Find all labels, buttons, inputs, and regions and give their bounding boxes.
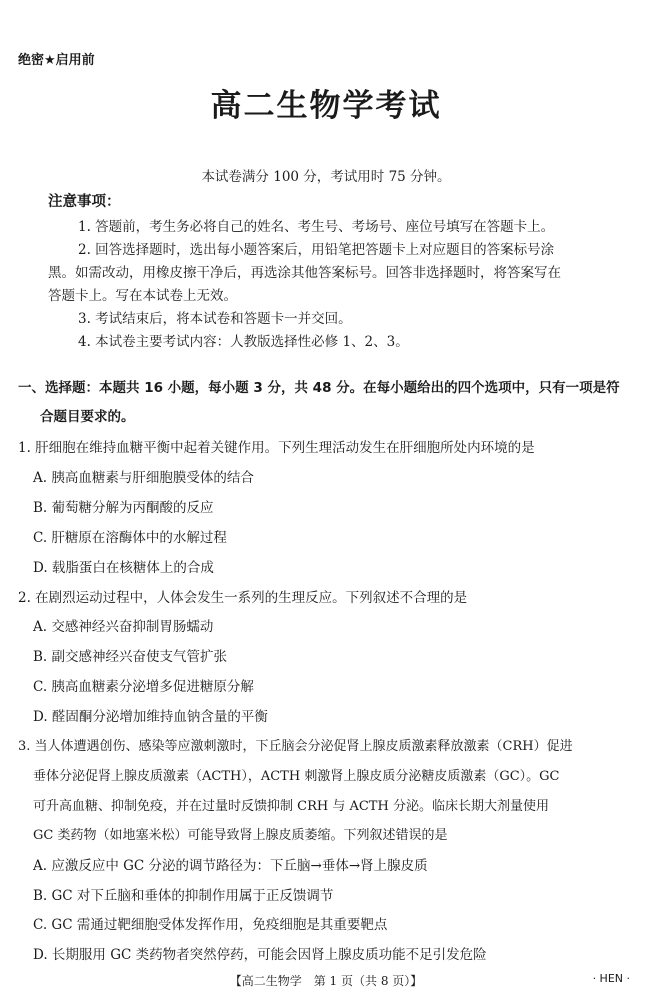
paper-code: · HEN · <box>592 972 630 985</box>
question-2-stem: 2. 在剧烈运动过程中，人体会发生一系列的生理反应。下列叙述不合理的是 <box>18 590 468 606</box>
question-3-stem-cont: GC 类药物（如地塞米松）可能导致肾上腺皮质萎缩。下列叙述错误的是 <box>33 828 448 843</box>
question-1-option-d: D. 载脂蛋白在核糖体上的合成 <box>33 560 214 576</box>
question-3-option-c: C. GC 需通过靶细胞受体发挥作用，免疫细胞是其重要靶点 <box>33 917 388 933</box>
question-3-option-a: A. 应激反应中 GC 分泌的调节路径为：下丘脑→垂体→肾上腺皮质 <box>33 858 428 874</box>
question-2-option-b: B. 副交感神经兴奋使支气管扩张 <box>33 649 228 665</box>
question-1-option-b: B. 葡萄糖分解为丙酮酸的反应 <box>33 500 214 516</box>
notice-heading: 注意事项： <box>48 194 121 210</box>
exam-title: 高二生物学考试 <box>210 88 442 124</box>
section-heading: 一、选择题：本题共 16 小题，每小题 3 分，共 48 分。在每小题给出的四个选项中，只有一项是符 <box>18 380 620 396</box>
exam-info: 本试卷满分 100 分，考试用时 75 分钟。 <box>201 169 451 185</box>
notice-line: 答题卡上。写在本试卷上无效。 <box>48 288 237 304</box>
question-3-option-d: D. 长期服用 GC 类药物者突然停药，可能会因肾上腺皮质功能不足引发危险 <box>33 947 487 963</box>
question-1-option-a: A. 胰高血糖素与肝细胞膜受体的结合 <box>33 470 254 486</box>
page-footer: 【高二生物学 第 1 页（共 8 页）】 <box>229 974 423 988</box>
section-heading-cont: 合题目要求的。 <box>40 409 135 425</box>
notice-line: 2. 回答选择题时，选出每小题答案后，用铅笔把答题卡上对应题目的答案标号涂 <box>78 242 555 258</box>
notice-line: 1. 答题前，考生务必将自己的姓名、考生号、考场号、座位号填写在答题卡上。 <box>78 219 555 235</box>
question-2-option-a: A. 交感神经兴奋抑制胃肠蠕动 <box>33 619 214 635</box>
question-3-stem-cont: 可升高血糖、抑制免疫，并在过量时反馈抑制 CRH 与 ACTH 分泌。临床长期大剂量使用 <box>33 799 549 814</box>
question-3-option-b: B. GC 对下丘脑和垂体的抑制作用属于正反馈调节 <box>33 888 334 904</box>
question-1-stem: 1. 肝细胞在维持血糖平衡中起着关键作用。下列生理活动发生在肝细胞所处内环境的是 <box>18 440 535 456</box>
notice-line: 3. 考试结束后，将本试卷和答题卡一并交回。 <box>78 311 352 327</box>
notice-line: 黑。如需改动，用橡皮擦干净后，再选涂其他答案标号。回答非选择题时，将答案写在 <box>48 265 561 281</box>
question-3-stem-cont: 垂体分泌促肾上腺皮质激素（ACTH），ACTH 刺激肾上腺皮质分泌糖皮质激素（GC）。GC <box>33 769 560 784</box>
question-2-option-c: C. 胰高血糖素分泌增多促进糖原分解 <box>33 679 254 695</box>
question-3-stem: 3. 当人体遭遇创伤、感染等应激刺激时，下丘脑会分泌促肾上腺皮质激素释放激素（CRH）促进 <box>18 739 573 754</box>
confidential-label: 绝密★启用前 <box>18 53 95 68</box>
notice-line: 4. 本试卷主要考试内容：人教版选择性必修 1、2、3。 <box>78 334 409 350</box>
question-1-option-c: C. 肝糖原在溶酶体中的水解过程 <box>33 530 227 546</box>
question-2-option-d: D. 醛固酮分泌增加维持血钠含量的平衡 <box>33 709 268 725</box>
